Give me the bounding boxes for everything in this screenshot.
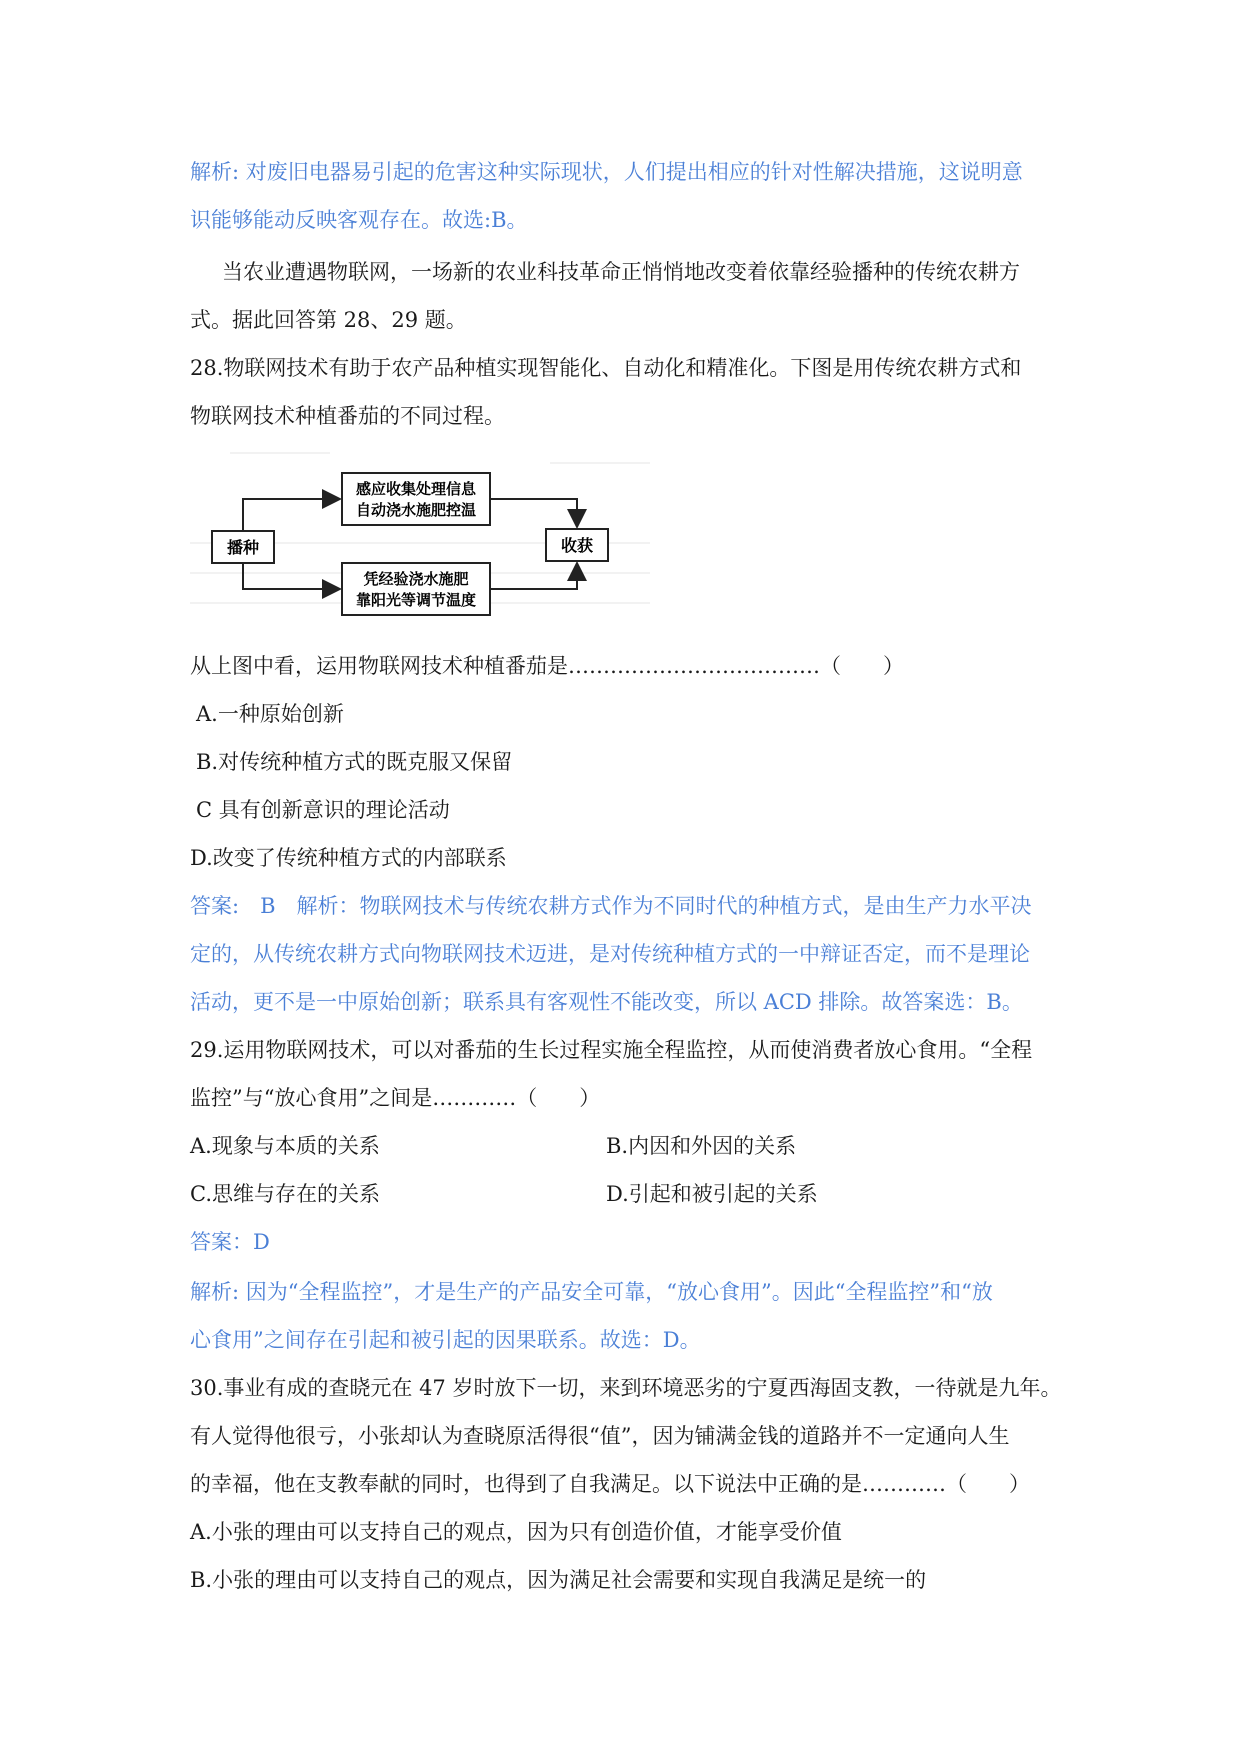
diagram-end-label: 收获	[560, 536, 594, 555]
intro-line-1: 当农业遭遇物联网，一场新的农业科技革命正悄悄地改变着依靠经验播种的传统农耕方	[222, 260, 1020, 284]
q30-option-b: B.小张的理由可以支持自己的观点，因为满足社会需要和实现自我满足是统一的	[190, 1568, 927, 1592]
q30-stem-line-2: 有人觉得他很亏，小张却认为查晓原活得很“值”，因为铺满金钱的道路并不一定通向人生	[190, 1424, 1010, 1448]
q29-option-d: D.引起和被引起的关系	[606, 1182, 818, 1206]
intro-line-2: 式。据此回答第 28、29 题。	[190, 308, 467, 332]
q29-analysis-line-2: 心食用”之间存在引起和被引起的因果联系。故选：D。	[190, 1328, 701, 1352]
q30-stem-line-1: 30.事业有成的查晓元在 47 岁时放下一切，来到环境恶劣的宁夏西海固支教，一待就是九年。	[190, 1376, 1062, 1400]
analysis-27-line-1: 解析: 对废旧电器易引起的危害这种实际现状，人们提出相应的针对性解决措施，这说明意	[190, 160, 1023, 184]
q28-option-a: A.一种原始创新	[196, 702, 344, 726]
diagram-node-start	[212, 531, 274, 563]
q29-option-a: A.现象与本质的关系	[190, 1134, 380, 1158]
q28-answer-line-1: 答案: B 解析：物联网技术与传统农耕方式作为不同时代的种植方式，是由生产力水平决	[190, 894, 1032, 918]
q28-stem-line-1: 28.物联网技术有助于农产品种植实现智能化、自动化和精准化。下图是用传统农耕方式和	[190, 356, 1022, 380]
q29-stem-line-1: 29.运用物联网技术，可以对番茄的生长过程实施全程监控，从而使消费者放心食用。“全程	[190, 1038, 1033, 1062]
q29-analysis-line-1: 解析: 因为“全程监控”，才是生产的产品安全可靠，“放心食用”。因此“全程监控”和“放	[190, 1280, 993, 1304]
q29-option-b: B.内因和外因的关系	[606, 1134, 797, 1158]
q29-option-c: C.思维与存在的关系	[190, 1182, 380, 1206]
q30-option-a: A.小张的理由可以支持自己的观点，因为只有创造价值，才能享受价值	[190, 1520, 842, 1544]
diagram-traditional-line-1: 凭经验浇水施肥	[363, 570, 469, 588]
q28-flow-diagram	[190, 443, 650, 623]
q28-option-d: D.改变了传统种植方式的内部联系	[190, 846, 507, 870]
diagram-traditional-line-2: 靠阳光等调节温度	[355, 591, 477, 609]
q28-option-c: C 具有创新意识的理论活动	[196, 798, 450, 822]
diagram-node-end	[546, 529, 608, 561]
q28-answer-line-2: 定的，从传统农耕方式向物联网技术迈进，是对传统种植方式的一中辩证否定，而不是理论	[190, 942, 1030, 966]
q28-stem-line-2: 物联网技术种植番茄的不同过程。	[190, 404, 505, 428]
q28-answer-line-3: 活动，更不是一中原始创新；联系具有客观性不能改变，所以 ACD 排除。故答案选：B。	[190, 990, 1023, 1014]
q28-question: 从上图中看，运用物联网技术种植番茄是………………………………（ ）	[190, 654, 904, 678]
analysis-27-line-2: 识能够能动反映客观存在。故选:B。	[190, 208, 528, 232]
q28-option-b: B.对传统种植方式的既克服又保留	[196, 750, 513, 774]
diagram-node-iot	[342, 473, 490, 525]
diagram-start-label: 播种	[226, 538, 260, 557]
diagram-iot-line-1: 感应收集处理信息	[355, 480, 477, 498]
diagram-iot-line-2: 自动浇水施肥控温	[355, 501, 477, 519]
q29-answer: 答案：D	[190, 1230, 270, 1254]
q29-stem-line-2: 监控”与“放心食用”之间是…………（ ）	[190, 1086, 601, 1110]
diagram-node-traditional	[342, 563, 490, 615]
q30-stem-line-3: 的幸福，他在支教奉献的同时，也得到了自我满足。以下说法中正确的是…………（ ）	[190, 1472, 1030, 1496]
